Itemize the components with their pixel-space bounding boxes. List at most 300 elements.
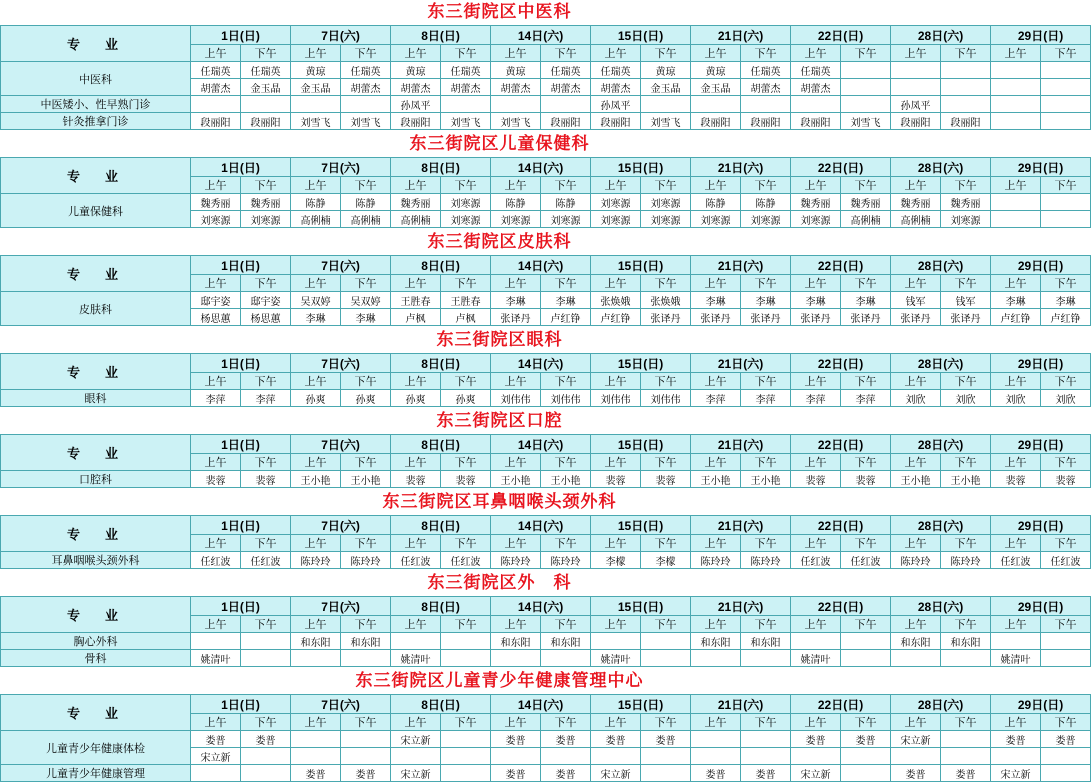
header-date-6: 22日(日) <box>791 256 891 275</box>
section-title-eye: 东三街院区眼科 <box>436 330 563 349</box>
header-pm: 下午 <box>641 616 691 633</box>
cell: 张译丹 <box>791 309 841 326</box>
cell <box>341 96 391 113</box>
header-date-8: 29日(日) <box>991 354 1091 373</box>
table-row <box>1 62 1091 79</box>
cell: 卢枫 <box>391 309 441 326</box>
cell: 任红波 <box>191 552 241 569</box>
table-ent <box>0 515 1091 569</box>
header-pm: 下午 <box>1041 275 1091 292</box>
cell: 陈玲玲 <box>341 552 391 569</box>
cell: 和东阳 <box>341 633 391 650</box>
header-am: 上午 <box>491 177 541 194</box>
cell: 刘欣 <box>891 390 941 407</box>
cell: 娄普 <box>241 731 291 748</box>
cell: 黄琼 <box>691 62 741 79</box>
header-pm: 下午 <box>341 373 391 390</box>
cell: 陈玲玲 <box>691 552 741 569</box>
cell <box>541 650 591 667</box>
cell: 刘欣 <box>1041 390 1091 407</box>
cell: 刘寒源 <box>191 211 241 228</box>
cell: 胡蕾杰 <box>741 79 791 96</box>
cell <box>841 79 891 96</box>
cell <box>691 731 741 748</box>
header-pm: 下午 <box>541 275 591 292</box>
cell: 胡蕾杰 <box>441 79 491 96</box>
header-pm: 下午 <box>441 714 491 731</box>
header-date-5: 21日(六) <box>691 597 791 616</box>
row-label-ortho: 骨科 <box>1 650 191 667</box>
table-child-health <box>0 157 1091 228</box>
header-specialty: 专 业 <box>1 435 191 471</box>
header-am: 上午 <box>191 454 241 471</box>
header-pm: 下午 <box>241 616 291 633</box>
header-am: 上午 <box>691 714 741 731</box>
cell <box>191 633 241 650</box>
cell <box>591 748 641 765</box>
header-pm: 下午 <box>341 275 391 292</box>
header-pm: 下午 <box>841 535 891 552</box>
table-row <box>1 471 1091 488</box>
cell: 孙爽 <box>441 390 491 407</box>
header-date-8: 29日(日) <box>991 26 1091 45</box>
header-date-0: 1日(日) <box>191 516 291 535</box>
row-label-ent: 耳鼻咽喉头颈外科 <box>1 552 191 569</box>
header-date-3: 14日(六) <box>491 26 591 45</box>
cell: 娄普 <box>841 731 891 748</box>
cell: 魏秀丽 <box>891 194 941 211</box>
cell: 娄普 <box>641 731 691 748</box>
header-am: 上午 <box>691 45 741 62</box>
header-date-2: 8日(日) <box>391 516 491 535</box>
header-pm: 下午 <box>541 373 591 390</box>
cell: 钱军 <box>941 292 991 309</box>
cell <box>241 765 291 782</box>
cell: 娄普 <box>491 731 541 748</box>
cell: 陈静 <box>291 194 341 211</box>
header-am: 上午 <box>291 45 341 62</box>
cell <box>691 650 741 667</box>
cell: 杨思蕙 <box>191 309 241 326</box>
header-pm: 下午 <box>541 616 591 633</box>
header-date-0: 1日(日) <box>191 354 291 373</box>
header-pm: 下午 <box>441 454 491 471</box>
cell: 刘伟伟 <box>591 390 641 407</box>
cell <box>991 62 1041 79</box>
cell: 刘寒源 <box>641 211 691 228</box>
cell <box>791 96 841 113</box>
header-date-6: 22日(日) <box>791 354 891 373</box>
header-pm: 下午 <box>941 616 991 633</box>
header-am: 上午 <box>791 535 841 552</box>
cell: 段丽阳 <box>791 113 841 130</box>
header-am: 上午 <box>191 275 241 292</box>
cell: 娄普 <box>341 765 391 782</box>
header-pm: 下午 <box>741 535 791 552</box>
cell <box>991 113 1041 130</box>
section-title-kids-health: 东三街院区儿童青少年健康管理中心 <box>355 671 644 690</box>
cell <box>241 650 291 667</box>
header-date-1: 7日(六) <box>291 516 391 535</box>
header-specialty: 专 业 <box>1 354 191 390</box>
cell: 任红波 <box>241 552 291 569</box>
cell: 宋立新 <box>891 731 941 748</box>
header-am: 上午 <box>891 275 941 292</box>
cell: 张译丹 <box>841 309 891 326</box>
cell: 任瑞英 <box>191 62 241 79</box>
cell: 娄普 <box>291 765 341 782</box>
header-pm: 下午 <box>1041 616 1091 633</box>
cell: 姚清叶 <box>991 650 1041 667</box>
cell <box>641 650 691 667</box>
cell: 裴蓉 <box>641 471 691 488</box>
header-date-2: 8日(日) <box>391 158 491 177</box>
header-am: 上午 <box>991 714 1041 731</box>
cell <box>291 650 341 667</box>
header-am: 上午 <box>391 714 441 731</box>
cell: 金玉晶 <box>241 79 291 96</box>
cell: 张译丹 <box>641 309 691 326</box>
header-date-5: 21日(六) <box>691 158 791 177</box>
row-label-tcm: 中医科 <box>1 62 191 96</box>
header-pm: 下午 <box>441 373 491 390</box>
cell: 黄琼 <box>491 62 541 79</box>
header-date-0: 1日(日) <box>191 597 291 616</box>
header-am: 上午 <box>791 454 841 471</box>
header-am: 上午 <box>491 714 541 731</box>
table-header-dates <box>1 435 1091 454</box>
header-date-7: 28日(六) <box>891 597 991 616</box>
header-pm: 下午 <box>641 373 691 390</box>
cell: 段丽阳 <box>591 113 641 130</box>
cell: 段丽阳 <box>541 113 591 130</box>
header-am: 上午 <box>891 373 941 390</box>
header-pm: 下午 <box>641 535 691 552</box>
cell: 段丽阳 <box>391 113 441 130</box>
cell <box>391 748 441 765</box>
section-tcm <box>0 0 1077 130</box>
header-date-8: 29日(日) <box>991 435 1091 454</box>
cell: 刘雪飞 <box>491 113 541 130</box>
cell <box>1041 650 1091 667</box>
header-pm: 下午 <box>1041 45 1091 62</box>
header-pm: 下午 <box>441 535 491 552</box>
header-am: 上午 <box>491 45 541 62</box>
header-am: 上午 <box>991 454 1041 471</box>
header-date-3: 14日(六) <box>491 516 591 535</box>
header-am: 上午 <box>291 177 341 194</box>
header-date-6: 22日(日) <box>791 435 891 454</box>
header-date-1: 7日(六) <box>291 26 391 45</box>
cell: 和东阳 <box>291 633 341 650</box>
cell: 刘欣 <box>941 390 991 407</box>
header-pm: 下午 <box>741 454 791 471</box>
header-date-3: 14日(六) <box>491 158 591 177</box>
cell: 王小艳 <box>491 471 541 488</box>
header-am: 上午 <box>591 45 641 62</box>
cell: 孙凤平 <box>591 96 641 113</box>
cell: 王小艳 <box>691 471 741 488</box>
section-eye <box>0 328 1077 407</box>
header-pm: 下午 <box>641 177 691 194</box>
section-surgery <box>0 571 1077 667</box>
cell: 刘雪飞 <box>641 113 691 130</box>
header-am: 上午 <box>491 616 541 633</box>
header-am: 上午 <box>391 275 441 292</box>
cell <box>241 748 291 765</box>
table-row <box>1 390 1091 407</box>
header-am: 上午 <box>691 177 741 194</box>
row-label-oral: 口腔科 <box>1 471 191 488</box>
header-am: 上午 <box>691 454 741 471</box>
header-pm: 下午 <box>1041 535 1091 552</box>
header-am: 上午 <box>491 373 541 390</box>
cell <box>841 748 891 765</box>
cell: 陈玲玲 <box>941 552 991 569</box>
cell: 卢枫 <box>441 309 491 326</box>
cell <box>941 62 991 79</box>
cell: 和东阳 <box>541 633 591 650</box>
cell: 宋立新 <box>991 765 1041 782</box>
cell <box>441 650 491 667</box>
cell <box>991 79 1041 96</box>
cell: 段丽阳 <box>191 113 241 130</box>
header-am: 上午 <box>291 714 341 731</box>
cell: 胡蕾杰 <box>191 79 241 96</box>
header-pm: 下午 <box>841 373 891 390</box>
cell: 王小艳 <box>891 471 941 488</box>
cell: 段丽阳 <box>741 113 791 130</box>
header-date-4: 15日(日) <box>591 516 691 535</box>
header-pm: 下午 <box>341 45 391 62</box>
cell <box>641 765 691 782</box>
header-pm: 下午 <box>841 177 891 194</box>
header-am: 上午 <box>791 714 841 731</box>
cell: 孙爽 <box>391 390 441 407</box>
row-label-child-health: 儿童保健科 <box>1 194 191 228</box>
header-date-0: 1日(日) <box>191 256 291 275</box>
header-date-5: 21日(六) <box>691 354 791 373</box>
cell <box>1041 765 1091 782</box>
cell: 王小艳 <box>541 471 591 488</box>
header-pm: 下午 <box>541 454 591 471</box>
cell: 李萍 <box>691 390 741 407</box>
header-am: 上午 <box>591 454 641 471</box>
header-am: 上午 <box>191 45 241 62</box>
header-date-3: 14日(六) <box>491 695 591 714</box>
cell: 钱军 <box>891 292 941 309</box>
table-header-dates <box>1 158 1091 177</box>
cell: 和东阳 <box>491 633 541 650</box>
cell: 任红波 <box>391 552 441 569</box>
header-am: 上午 <box>791 275 841 292</box>
cell <box>291 748 341 765</box>
cell: 裴蓉 <box>241 471 291 488</box>
cell: 娄普 <box>541 765 591 782</box>
cell <box>841 96 891 113</box>
cell <box>991 194 1041 211</box>
header-am: 上午 <box>391 373 441 390</box>
header-pm: 下午 <box>1041 454 1091 471</box>
header-date-4: 15日(日) <box>591 26 691 45</box>
cell: 陈玲玲 <box>891 552 941 569</box>
cell: 魏秀丽 <box>241 194 291 211</box>
cell <box>891 62 941 79</box>
header-date-6: 22日(日) <box>791 597 891 616</box>
header-pm: 下午 <box>741 714 791 731</box>
header-am: 上午 <box>591 177 641 194</box>
cell: 宋立新 <box>591 765 641 782</box>
header-date-7: 28日(六) <box>891 516 991 535</box>
cell: 李萍 <box>741 390 791 407</box>
header-date-1: 7日(六) <box>291 158 391 177</box>
header-am: 上午 <box>291 275 341 292</box>
cell: 王小艳 <box>741 471 791 488</box>
cell: 刘伟伟 <box>541 390 591 407</box>
cell: 任红波 <box>791 552 841 569</box>
section-title-surgery: 东三街院区外 科 <box>427 573 572 592</box>
cell: 裴蓉 <box>1041 471 1091 488</box>
cell <box>441 748 491 765</box>
cell: 李琳 <box>541 292 591 309</box>
header-date-6: 22日(日) <box>791 26 891 45</box>
cell <box>191 765 241 782</box>
cell: 和东阳 <box>941 633 991 650</box>
cell: 陈静 <box>341 194 391 211</box>
cell: 卢红铮 <box>991 309 1041 326</box>
header-date-2: 8日(日) <box>391 354 491 373</box>
cell: 吴双婷 <box>341 292 391 309</box>
header-am: 上午 <box>891 535 941 552</box>
header-pm: 下午 <box>641 45 691 62</box>
section-ent <box>0 490 1081 569</box>
row-label-kids-manage: 儿童青少年健康管理 <box>1 765 191 782</box>
cell: 刘寒源 <box>791 211 841 228</box>
header-specialty: 专 业 <box>1 695 191 731</box>
cell: 李萍 <box>241 390 291 407</box>
cell <box>691 96 741 113</box>
header-pm: 下午 <box>341 616 391 633</box>
cell <box>741 731 791 748</box>
cell: 宋立新 <box>391 765 441 782</box>
cell: 娄普 <box>741 765 791 782</box>
header-date-3: 14日(六) <box>491 435 591 454</box>
table-header-dates <box>1 516 1091 535</box>
header-am: 上午 <box>391 535 441 552</box>
cell <box>491 650 541 667</box>
cell <box>341 731 391 748</box>
cell: 任红波 <box>841 552 891 569</box>
cell: 卢红铮 <box>591 309 641 326</box>
section-child-health <box>0 132 1077 228</box>
cell <box>1041 194 1091 211</box>
header-specialty: 专 业 <box>1 158 191 194</box>
cell: 黄琼 <box>391 62 441 79</box>
cell: 李琳 <box>291 309 341 326</box>
header-date-7: 28日(六) <box>891 695 991 714</box>
cell: 魏秀丽 <box>791 194 841 211</box>
cell <box>841 62 891 79</box>
header-pm: 下午 <box>841 616 891 633</box>
cell: 陈玲玲 <box>491 552 541 569</box>
header-am: 上午 <box>691 373 741 390</box>
cell <box>891 79 941 96</box>
header-am: 上午 <box>791 373 841 390</box>
cell <box>791 748 841 765</box>
header-am: 上午 <box>291 535 341 552</box>
cell <box>441 765 491 782</box>
header-pm: 下午 <box>841 454 891 471</box>
cell: 金玉晶 <box>691 79 741 96</box>
cell: 裴蓉 <box>191 471 241 488</box>
header-am: 上午 <box>191 714 241 731</box>
cell: 刘寒源 <box>491 211 541 228</box>
header-pm: 下午 <box>741 373 791 390</box>
cell: 刘寒源 <box>541 211 591 228</box>
cell: 金玉晶 <box>291 79 341 96</box>
cell: 裴蓉 <box>791 471 841 488</box>
row-label-thoracic: 胸心外科 <box>1 633 191 650</box>
cell: 李檬 <box>641 552 691 569</box>
table-row <box>1 552 1091 569</box>
header-am: 上午 <box>891 616 941 633</box>
cell: 李琳 <box>991 292 1041 309</box>
header-date-2: 8日(日) <box>391 695 491 714</box>
cell: 陈静 <box>741 194 791 211</box>
cell: 任红波 <box>1041 552 1091 569</box>
cell <box>1041 211 1091 228</box>
cell: 任瑞英 <box>341 62 391 79</box>
header-pm: 下午 <box>1041 714 1091 731</box>
cell: 孙凤平 <box>891 96 941 113</box>
cell: 李琳 <box>791 292 841 309</box>
cell: 任瑞英 <box>241 62 291 79</box>
cell: 和东阳 <box>891 633 941 650</box>
cell <box>1041 79 1091 96</box>
cell: 王小艳 <box>941 471 991 488</box>
cell <box>191 96 241 113</box>
header-am: 上午 <box>191 535 241 552</box>
table-derm <box>0 255 1091 326</box>
header-date-2: 8日(日) <box>391 26 491 45</box>
header-date-7: 28日(六) <box>891 158 991 177</box>
header-specialty: 专 业 <box>1 26 191 62</box>
section-oral <box>0 409 1077 488</box>
cell <box>541 748 591 765</box>
cell: 娄普 <box>191 731 241 748</box>
cell: 黄琼 <box>291 62 341 79</box>
header-date-1: 7日(六) <box>291 435 391 454</box>
header-date-7: 28日(六) <box>891 354 991 373</box>
header-am: 上午 <box>991 177 1041 194</box>
cell: 李萍 <box>191 390 241 407</box>
cell: 王小艳 <box>341 471 391 488</box>
cell: 任瑞英 <box>791 62 841 79</box>
cell: 段丽阳 <box>941 113 991 130</box>
section-title-oral: 东三街院区口腔 <box>436 411 563 430</box>
cell: 黄琼 <box>641 62 691 79</box>
cell: 娄普 <box>791 731 841 748</box>
header-pm: 下午 <box>741 45 791 62</box>
cell: 和东阳 <box>691 633 741 650</box>
header-date-4: 15日(日) <box>591 256 691 275</box>
header-am: 上午 <box>491 454 541 471</box>
header-date-8: 29日(日) <box>991 695 1091 714</box>
header-date-0: 1日(日) <box>191 26 291 45</box>
cell: 邸宇姿 <box>191 292 241 309</box>
cell: 刘寒源 <box>441 211 491 228</box>
header-am: 上午 <box>591 275 641 292</box>
